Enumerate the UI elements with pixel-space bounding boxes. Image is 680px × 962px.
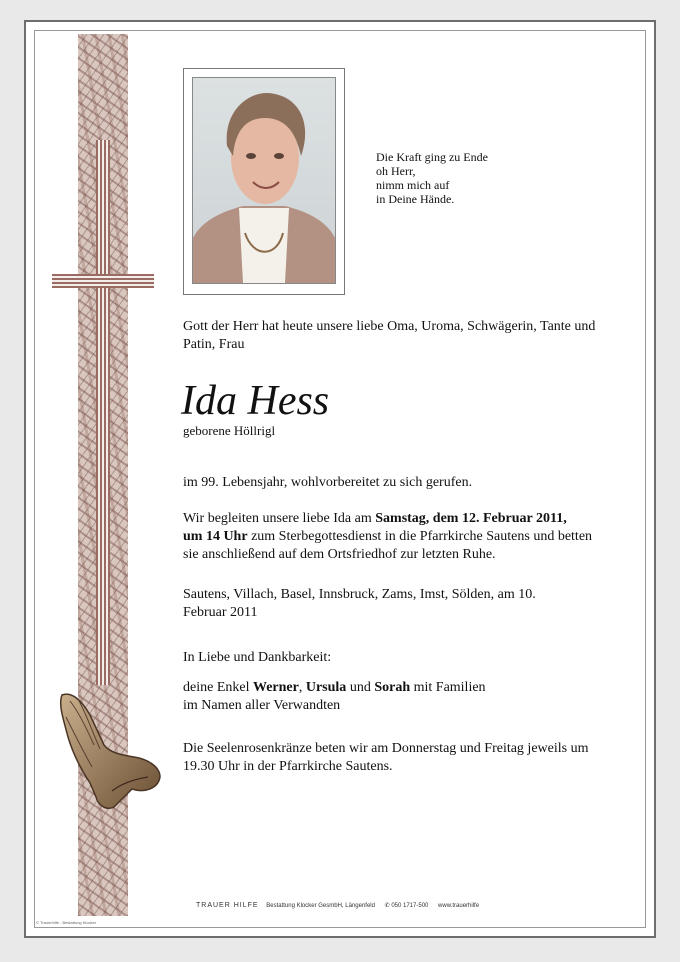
footer-company: Bestattung Klocker GesmbH, Längenfeld bbox=[266, 903, 375, 909]
copyright: © Trauerhilfe - Bestattung Klocker bbox=[36, 920, 97, 925]
bible-verse bbox=[376, 150, 488, 206]
love-line: In Liebe und Dankbarkeit: bbox=[183, 650, 332, 665]
grandchild-name: Ursula bbox=[305, 680, 347, 695]
grandchild-name: Werner bbox=[252, 680, 299, 695]
age-line: im 99. Lebensjahr, wohlvorbereitet zu sich gerufen. bbox=[183, 475, 473, 490]
portrait-photo bbox=[192, 77, 336, 284]
footer-logo: TRAUER HILFE bbox=[196, 902, 259, 909]
footer-web: www.trauerhilfe bbox=[438, 903, 480, 909]
deceased-name: Ida Hess bbox=[181, 378, 330, 424]
intro-text: Gott der Herr hat heute unsere liebe Oma, Uroma, Schwägerin, Tante und Patin, Frau bbox=[183, 319, 596, 352]
cross-horizontal-bar bbox=[52, 274, 154, 288]
separator: und bbox=[346, 680, 375, 695]
mourners bbox=[183, 679, 603, 715]
cross-vertical-bar bbox=[96, 140, 110, 685]
praying-hands-icon bbox=[52, 687, 164, 812]
portrait-frame bbox=[183, 68, 345, 295]
mourners-prefix: deine Enkel bbox=[183, 680, 253, 695]
funeral-text-rest: zum Sterbegottesdienst in die Pfarrkirche Sautens und betten sie anschließend auf dem Ortsfriedhof zur letzten Ruhe. bbox=[183, 529, 593, 562]
funeral-time: um 14 Uhr bbox=[183, 529, 248, 544]
portrait-image bbox=[193, 78, 335, 283]
footer-phone: ✆ 050 1717-500 bbox=[384, 903, 429, 909]
funeral-date: Samstag, dem 12. Februar 2011, bbox=[375, 511, 567, 526]
places-and-date: Sautens, Villach, Basel, Innsbruck, Zams, Imst, Sölden, am 10. Februar 2011 bbox=[183, 587, 536, 620]
separator: , bbox=[298, 680, 306, 695]
funeral-text: Wir begleiten unsere liebe Ida am bbox=[183, 511, 376, 526]
funeral-announcement bbox=[183, 510, 603, 564]
verse-line: in Deine Hände. bbox=[376, 192, 455, 206]
rosary-notice: Die Seelenrosenkränze beten wir am Donnerstag und Freitag jeweils um 19.30 Uhr in der Pfarrkirche Sautens. bbox=[183, 741, 589, 774]
footer bbox=[196, 902, 487, 909]
verse-line: oh Herr, bbox=[376, 164, 416, 178]
obituary-sheet bbox=[24, 20, 656, 938]
mourners-suffix: mit Familien bbox=[410, 680, 486, 695]
mourners-line2: im Namen aller Verwandten bbox=[183, 698, 341, 713]
maiden-name: geborene Höllrigl bbox=[183, 423, 276, 438]
grandchild-name: Sorah bbox=[374, 680, 411, 695]
verse-line: Die Kraft ging zu Ende bbox=[376, 150, 488, 164]
verse-line: nimm mich auf bbox=[376, 178, 450, 192]
